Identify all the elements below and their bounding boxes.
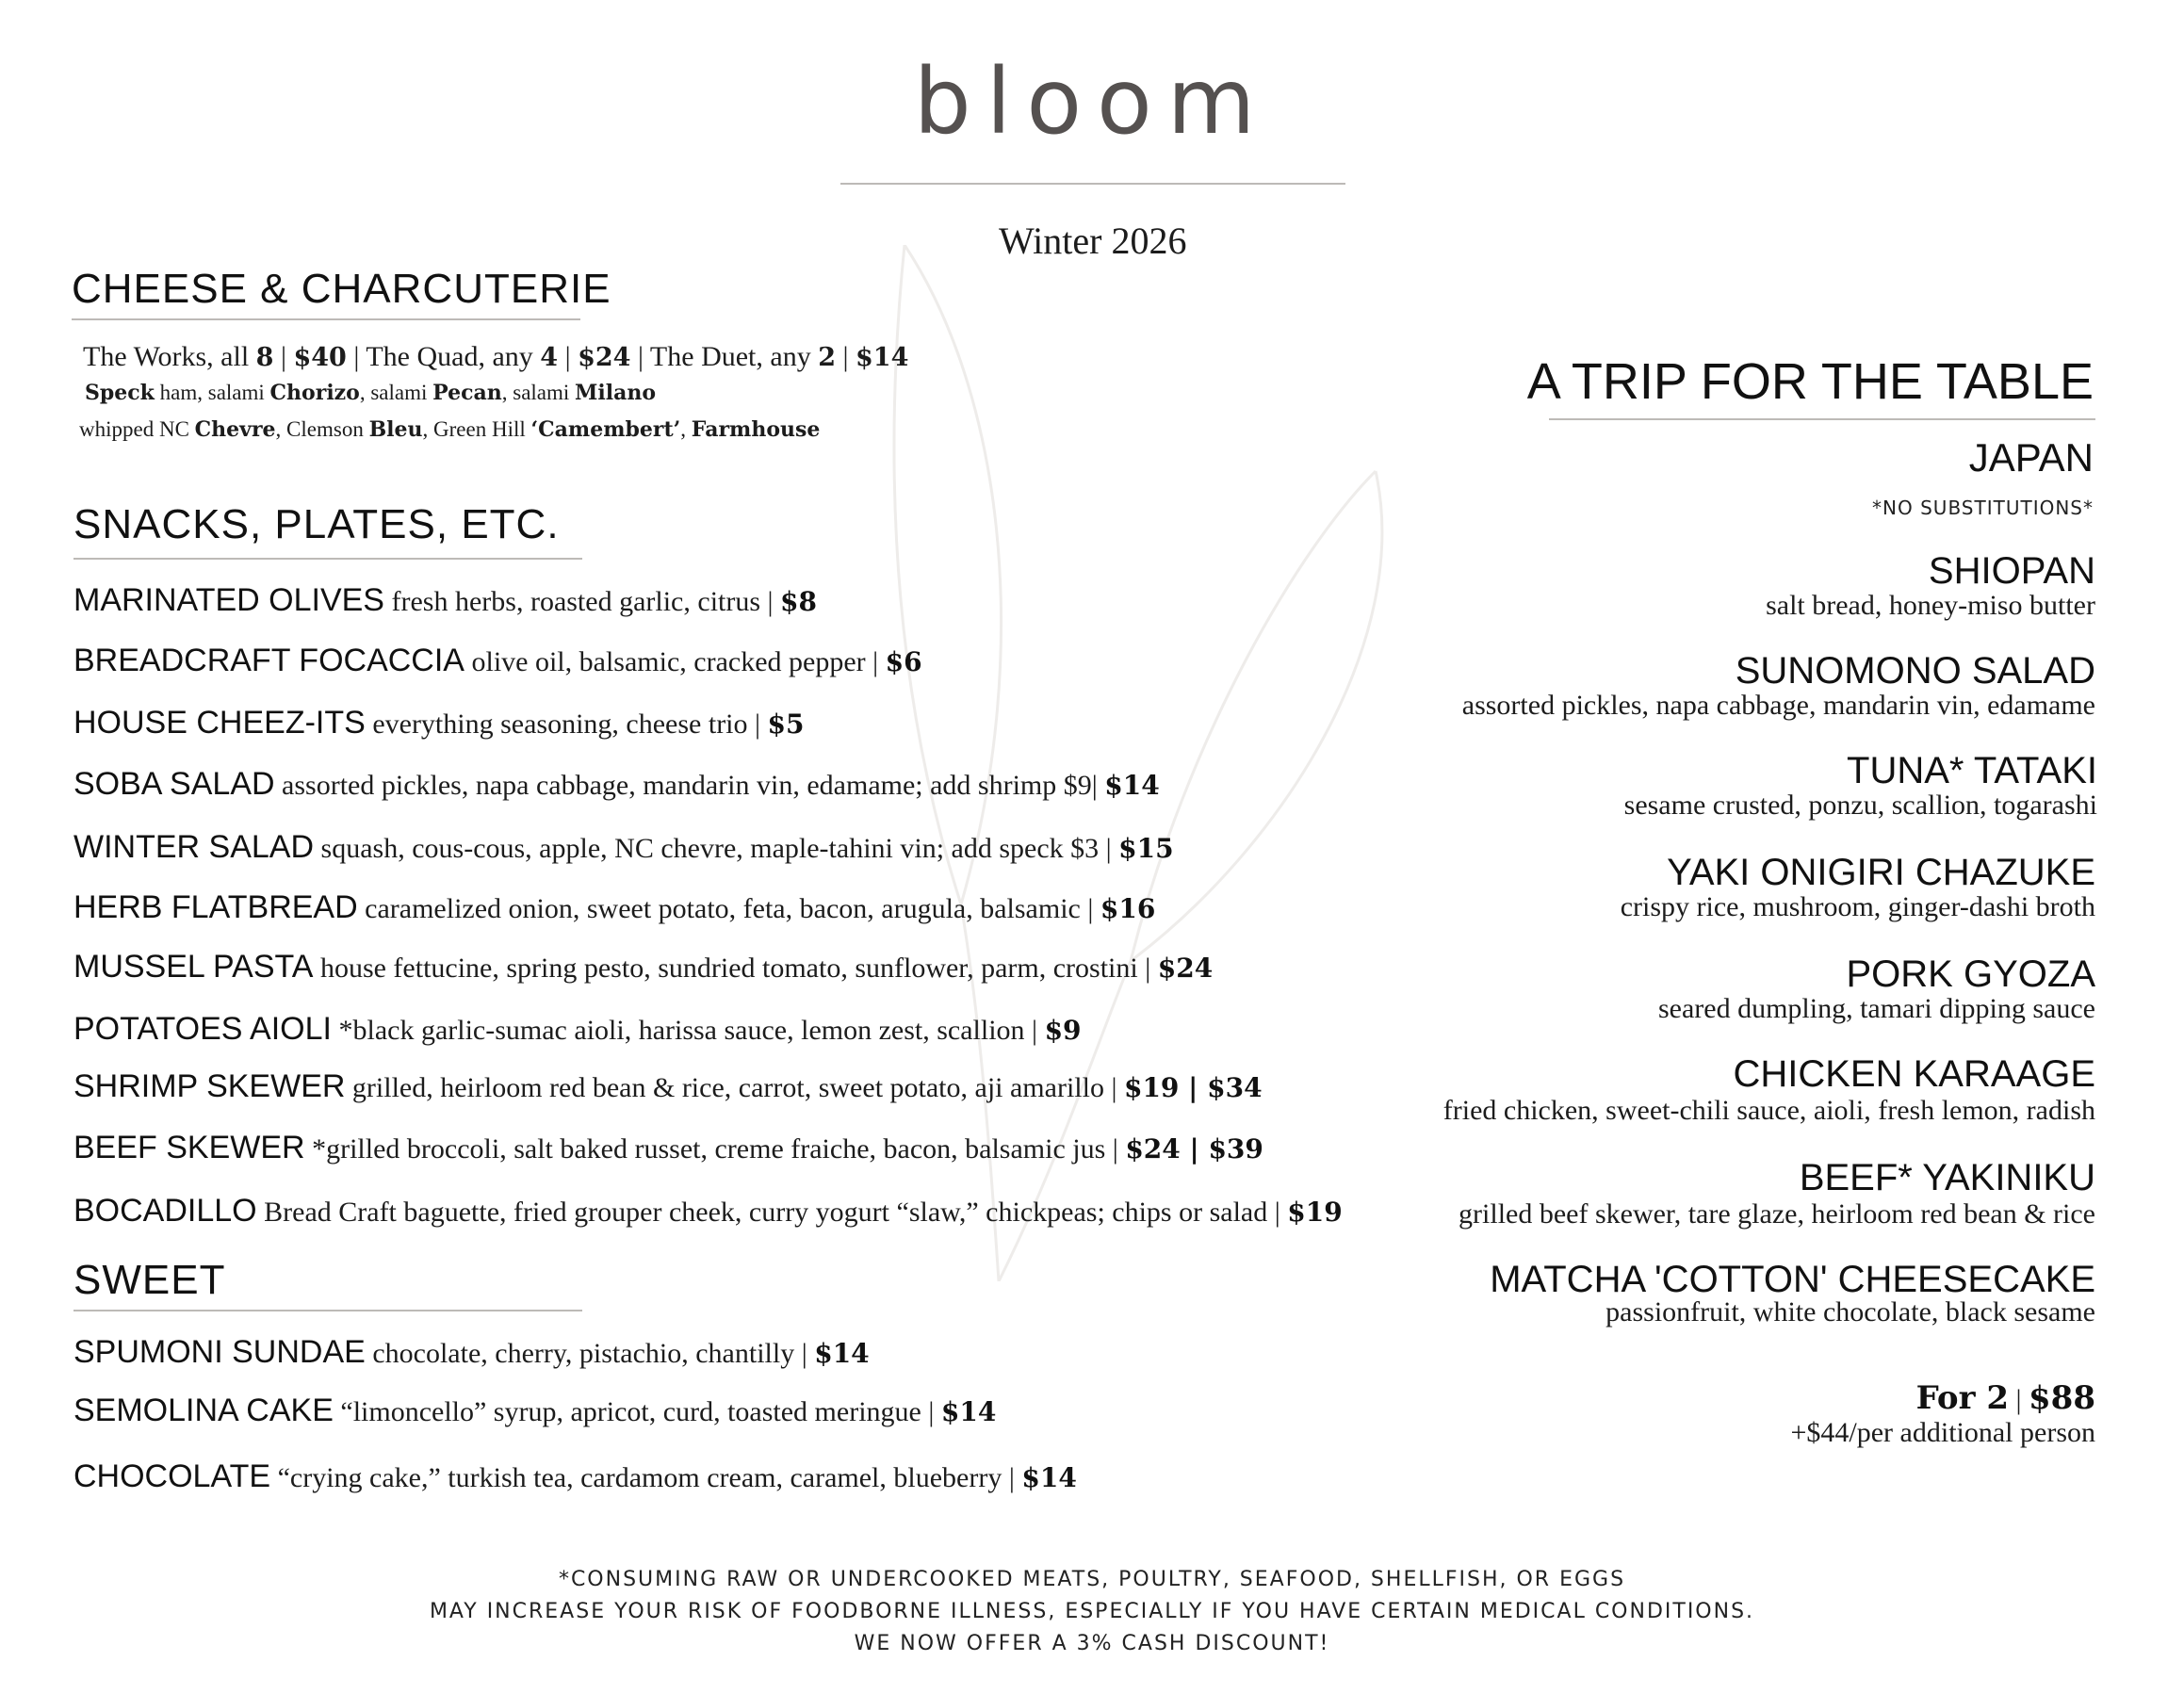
item-desc: *black garlic-sumac aioli, harissa sauce, lemon zest, scallion | <box>331 1015 1045 1046</box>
item-name: SPUMONI SUNDAE <box>73 1334 366 1370</box>
country-label: JAPAN <box>1968 435 2094 480</box>
item-price: $15 <box>1118 833 1174 864</box>
item-name: POTATOES AIOLI <box>73 1011 332 1047</box>
menu-item-mussel-pasta <box>73 951 1213 983</box>
item-name: BEEF SKEWER <box>73 1130 305 1165</box>
item-name: SEMOLINA CAKE <box>73 1393 334 1428</box>
course-beef-yakiniku <box>1459 1159 2095 1229</box>
course-sunomono-salad <box>1462 652 2095 720</box>
item-name: MUSSEL PASTA <box>73 949 314 985</box>
course-name: TUNA* TATAKI <box>1847 750 2097 791</box>
course-tuna-tataki <box>1624 752 2097 820</box>
course-desc: seared dumpling, tamari dipping sauce <box>1657 993 2095 1024</box>
item-price: $14 <box>814 1338 870 1369</box>
cheese-item: Bleu <box>368 417 423 442</box>
cheese-section-title: CHEESE & CHARCUTERIE <box>72 266 611 312</box>
additional-person-price: +$44/per additional person <box>1790 1417 2095 1448</box>
trip-price: For 2 | $88 <box>1915 1379 2095 1417</box>
trip-section-title: A TRIP FOR THE TABLE <box>1526 353 2094 410</box>
menu-item-potatoes-aioli <box>73 1013 1082 1045</box>
leaf-watermark <box>848 245 1432 1281</box>
course-pork-gyoza <box>1658 955 2095 1023</box>
course-name: PORK GYOZA <box>1846 953 2095 995</box>
course-name: CHICKEN KARAAGE <box>1733 1053 2095 1095</box>
item-desc: caramelized onion, sweet potato, feta, bacon, arugula, balsamic | <box>357 893 1100 924</box>
item-desc: *grilled broccoli, salt baked russet, creme fraiche, bacon, balsamic jus | <box>304 1133 1126 1165</box>
item-price: $24 <box>1157 953 1214 984</box>
item-price: $14 <box>940 1396 997 1427</box>
item-price: $14 <box>1104 770 1160 801</box>
item-desc: grilled, heirloom red bean & rice, carrot, sweet potato, aji amarillo | <box>345 1072 1124 1103</box>
duet-count: 2 <box>818 343 836 372</box>
cheese-divider <box>72 318 580 320</box>
item-desc: house fettucine, spring pesto, sundried tomato, sunflower, parm, crostini | <box>313 953 1158 984</box>
trip-divider <box>1549 418 2095 420</box>
cheese-item: Farmhouse <box>691 417 821 442</box>
item-desc: squash, cous-cous, apple, NC chevre, maple-tahini vin; add speck $3 | <box>314 833 1119 864</box>
course-desc: fried chicken, sweet-chili sauce, aioli, fresh lemon, radish <box>1442 1095 2095 1126</box>
item-name: MARINATED OLIVES <box>73 582 384 618</box>
course-chicken-karaage <box>1443 1055 2095 1125</box>
menu-item-breadcraft-focaccia <box>73 644 922 676</box>
menu-item-bocadillo <box>73 1195 1343 1227</box>
works-price: $40 <box>293 343 347 372</box>
menu-item-chocolate <box>73 1460 1077 1492</box>
item-name: BOCADILLO <box>73 1193 257 1229</box>
item-name: SHRIMP SKEWER <box>73 1068 346 1104</box>
snacks-divider <box>73 558 582 560</box>
menu-item-herb-flatbread <box>73 891 1155 923</box>
snacks-section-title: SNACKS, PLATES, ETC. <box>73 501 560 547</box>
course-desc: passionfruit, white chocolate, black sesame <box>1605 1296 2095 1328</box>
menu-item-house-cheez-its <box>73 707 805 739</box>
footer-warning-line2: MAY INCREASE YOUR RISK OF FOODBORNE ILLNESS, ESPECIALLY IF YOU HAVE CERTAIN MEDICAL CONDITIONS. <box>429 1600 1755 1623</box>
quad-label: The Quad, any <box>366 341 541 372</box>
item-desc: assorted pickles, napa cabbage, mandarin vin, edamame; add shrimp $9| <box>274 770 1105 801</box>
course-shiopan <box>1766 552 2095 620</box>
cheese-list: whipped NC Chevre, Clemson Bleu, Green Hill ‘Camembert’, Farmhouse <box>79 417 821 442</box>
course-name: SUNOMONO SALAD <box>1735 650 2095 692</box>
menu-item-semolina-cake <box>73 1394 996 1426</box>
course-name: YAKI ONIGIRI CHAZUKE <box>1667 852 2095 893</box>
cheese-item: Chevre <box>194 417 276 442</box>
duet-label: The Duet, any <box>649 341 819 372</box>
cheese-pricing: The Works, all 8 | $40 | The Quad, any 4 | $24 | The Duet, any 2 | $14 <box>83 341 909 372</box>
works-count: 8 <box>255 343 274 372</box>
charc-item: Speck <box>85 381 155 405</box>
price-label: For 2 <box>1915 1379 2009 1417</box>
item-price: $14 <box>1021 1462 1077 1493</box>
charc-item: Pecan <box>432 381 502 405</box>
works-label: The Works, all <box>83 341 256 372</box>
item-desc: “limoncello” syrup, apricot, curd, toasted meringue | <box>333 1396 941 1427</box>
item-price: $5 <box>767 709 805 740</box>
season-label: Winter 2026 <box>999 220 1187 262</box>
no-substitutions-note: *NO SUBSTITUTIONS* <box>1872 497 2094 519</box>
duet-price: $14 <box>856 343 909 372</box>
menu-item-beef-skewer <box>73 1132 1263 1164</box>
charc-item: Chorizo <box>269 381 360 405</box>
item-desc: olive oil, balsamic, cracked pepper | <box>464 646 886 677</box>
brand-logo: bloom <box>913 49 1271 155</box>
price-value: $88 <box>2029 1379 2095 1417</box>
item-desc: Bread Craft baguette, fried grouper cheek, curry yogurt “slaw,” chickpeas; chips or salad | <box>256 1197 1288 1228</box>
menu-item-spumoni-sundae <box>73 1336 870 1368</box>
item-price: $8 <box>780 586 817 617</box>
item-price: $6 <box>885 646 922 677</box>
course-matcha-cheesecake <box>1490 1261 2095 1327</box>
course-name: MATCHA 'COTTON' CHEESECAKE <box>1490 1259 2095 1300</box>
item-price: $16 <box>1100 893 1156 924</box>
footer-cash-discount: WE NOW OFFER A 3% CASH DISCOUNT! <box>854 1632 1330 1655</box>
course-desc: grilled beef skewer, tare glaze, heirloom red bean & rice <box>1459 1198 2095 1230</box>
item-desc: “crying cake,” turkish tea, cardamom cream, caramel, blueberry | <box>270 1462 1022 1493</box>
cheese-item: ‘Camembert’ <box>530 417 681 442</box>
item-price: $24 | $39 <box>1125 1133 1263 1165</box>
menu-item-marinated-olives <box>73 584 817 616</box>
item-name: WINTER SALAD <box>73 829 315 865</box>
course-yaki-onigiri-chazuke <box>1621 854 2095 921</box>
header-divider <box>840 183 1345 185</box>
item-desc: chocolate, cherry, pistachio, chantilly | <box>365 1338 815 1369</box>
item-name: SOBA SALAD <box>73 766 275 802</box>
item-price: $19 <box>1287 1197 1343 1228</box>
item-desc: fresh herbs, roasted garlic, citrus | <box>384 586 781 617</box>
quad-count: 4 <box>540 343 559 372</box>
item-name: CHOCOLATE <box>73 1458 271 1494</box>
course-desc: salt bread, honey-miso butter <box>1766 590 2095 621</box>
sweet-divider <box>73 1310 582 1311</box>
item-price: $9 <box>1044 1015 1082 1046</box>
quad-price: $24 <box>578 343 631 372</box>
course-desc: crispy rice, mushroom, ginger-dashi broth <box>1620 891 2095 922</box>
item-price: $19 | $34 <box>1123 1072 1263 1103</box>
item-name: HOUSE CHEEZ-ITS <box>73 705 366 741</box>
course-name: SHIOPAN <box>1928 550 2095 592</box>
footer-warning-line1: *CONSUMING RAW OR UNDERCOOKED MEATS, POULTRY, SEAFOOD, SHELLFISH, OR EGGS <box>558 1568 1626 1591</box>
course-desc: assorted pickles, napa cabbage, mandarin vin, edamame <box>1461 690 2095 721</box>
item-desc: everything seasoning, cheese trio | <box>365 709 768 740</box>
course-desc: sesame crusted, ponzu, scallion, togarashi <box>1623 790 2097 821</box>
charc-item: Milano <box>575 381 657 405</box>
menu-item-winter-salad <box>73 831 1174 863</box>
course-name: BEEF* YAKINIKU <box>1799 1157 2095 1198</box>
sweet-section-title: SWEET <box>73 1257 226 1303</box>
menu-item-shrimp-skewer <box>73 1070 1263 1102</box>
charcuterie-list: Speck ham, salami Chorizo, salami Pecan, salami Milano <box>85 381 657 405</box>
item-name: HERB FLATBREAD <box>73 889 358 925</box>
item-name: BREADCRAFT FOCACCIA <box>73 643 465 678</box>
menu-item-soba-salad <box>73 768 1160 800</box>
